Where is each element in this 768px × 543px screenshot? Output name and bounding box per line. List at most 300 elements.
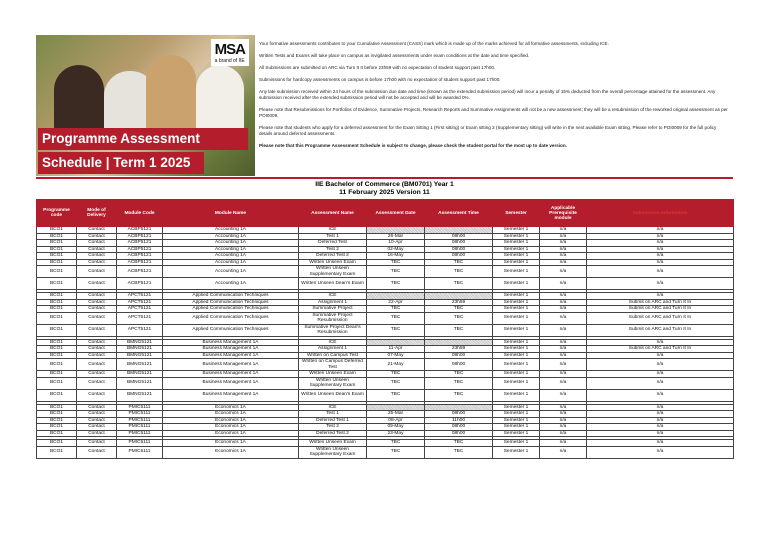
table-cell: Contact	[77, 266, 117, 278]
table-cell: Summative Project	[299, 306, 367, 313]
table-cell: n/a	[540, 278, 587, 290]
table-cell: PMIC5111	[117, 440, 163, 447]
table-cell: Economics 1A	[163, 411, 299, 418]
table-cell: Semester 1	[493, 430, 540, 437]
table-cell: Contact	[77, 240, 117, 247]
table-cell: TBC	[425, 377, 493, 389]
table-cell: n/a	[587, 240, 734, 247]
table-cell: APCT5121	[117, 312, 163, 324]
table-cell: 10-Apr	[367, 240, 425, 247]
table-cell: 21-May	[367, 359, 425, 371]
table-cell: Semester 1	[493, 266, 540, 278]
table-cell: Contact	[77, 233, 117, 240]
table-row	[37, 312, 734, 324]
table-cell: Submit on ARC and Turn It In	[587, 306, 734, 313]
table-cell: 08h00	[425, 359, 493, 371]
table-cell: TBC	[425, 440, 493, 447]
table-cell: Semester 1	[493, 417, 540, 424]
table-cell: TBC	[367, 324, 425, 336]
table-cell: ACBP5121	[117, 246, 163, 253]
schedule-table	[36, 199, 734, 459]
table-cell: ICE	[299, 339, 367, 346]
table-cell: TBC	[425, 259, 493, 266]
table-cell: APCT5121	[117, 299, 163, 306]
table-cell: 08h00	[425, 411, 493, 418]
table-cell: n/a	[540, 227, 587, 234]
table-cell: BCO1	[37, 233, 77, 240]
table-row	[37, 389, 734, 401]
table-cell: ACBP5121	[117, 240, 163, 247]
table-cell: Economics 1A	[163, 404, 299, 411]
table-cell: Applied Communication Techniques	[163, 324, 299, 336]
table-cell: BCO1	[37, 446, 77, 458]
table-cell: PMIC5111	[117, 411, 163, 418]
table-cell: Contact	[77, 324, 117, 336]
table-cell: BCO1	[37, 246, 77, 253]
note: Please note that Resubmissions for Portfolios of Evidence, Summative Projects, Research Reports and Summative Assignments will not be a new assessment; they will be a resubmission of the reworked original assessment as per POI0009.	[259, 107, 728, 118]
table-cell: APCT5121	[117, 306, 163, 313]
table-cell: Deferred Test	[299, 240, 367, 247]
table-cell: TBC	[367, 266, 425, 278]
table-cell: n/a	[540, 259, 587, 266]
header-banner	[36, 35, 255, 176]
table-cell: PMIC5111	[117, 417, 163, 424]
table-cell: Semester 1	[493, 389, 540, 401]
column-header: Submission Information	[587, 200, 734, 227]
table-cell: Applied Communication Techniques	[163, 306, 299, 313]
table-cell: n/a	[587, 293, 734, 300]
table-cell: ACBP5121	[117, 253, 163, 260]
table-cell: Business Management 1A	[163, 371, 299, 378]
table-cell: Semester 1	[493, 411, 540, 418]
table-cell: BCO1	[37, 339, 77, 346]
table-cell: Deferred Test 1	[299, 417, 367, 424]
table-cell: ACBP5121	[117, 259, 163, 266]
column-header: Applicable Prerequisite module	[540, 200, 587, 227]
table-cell: BMNG5121	[117, 389, 163, 401]
table-cell: Written Unseen Supplementary Exam	[299, 446, 367, 458]
table-cell: APCT5121	[117, 324, 163, 336]
table-cell: BMNG5121	[117, 377, 163, 389]
table-cell: PMIC5111	[117, 404, 163, 411]
table-cell: n/a	[587, 278, 734, 290]
table-cell: n/a	[540, 246, 587, 253]
table-cell: BCO1	[37, 424, 77, 431]
table-cell: BMNG5121	[117, 359, 163, 371]
table-cell: n/a	[587, 377, 734, 389]
table-row	[37, 278, 734, 290]
table-cell: TBC	[367, 377, 425, 389]
table-cell: Business Management 1A	[163, 359, 299, 371]
table-cell: Contact	[77, 259, 117, 266]
divider	[36, 177, 733, 179]
table-cell: n/a	[587, 233, 734, 240]
column-header: Assessment Date	[367, 200, 425, 227]
table-cell: BCO1	[37, 324, 77, 336]
table-cell: Submit on ARC and Turn It In	[587, 324, 734, 336]
table-cell: BCO1	[37, 293, 77, 300]
table-cell: n/a	[540, 371, 587, 378]
table-row	[37, 324, 734, 336]
table-cell: BCO1	[37, 299, 77, 306]
table-cell: Business Management 1A	[163, 389, 299, 401]
table-cell: Economics 1A	[163, 446, 299, 458]
table-cell: n/a	[540, 417, 587, 424]
table-cell: n/a	[540, 293, 587, 300]
table-row	[37, 446, 734, 458]
table-cell: n/a	[587, 389, 734, 401]
table-cell: Contact	[77, 278, 117, 290]
table-cell: TBC	[367, 259, 425, 266]
table-cell: Semester 1	[493, 440, 540, 447]
table-cell: n/a	[587, 404, 734, 411]
table-cell: Submit on ARC and Turn It In	[587, 312, 734, 324]
table-cell: 09-May	[367, 424, 425, 431]
table-cell: TBC	[367, 440, 425, 447]
table-cell: Test 2	[299, 246, 367, 253]
table-cell: Applied Communication Techniques	[163, 312, 299, 324]
table-cell: 07-May	[367, 352, 425, 359]
note: Your formative assessments contributes to your Cumulative Assessment (CASS) mark which is made up of the marks achieved for all formative assessments, including ICE.	[259, 41, 609, 46]
table-cell: 25-Mar	[367, 411, 425, 418]
table-cell: n/a	[540, 389, 587, 401]
table-cell: Contact	[77, 227, 117, 234]
table-cell: n/a	[540, 430, 587, 437]
table-cell: n/a	[540, 411, 587, 418]
table-cell: BCO1	[37, 411, 77, 418]
table-cell: TBC	[425, 306, 493, 313]
table-cell: TBC	[425, 312, 493, 324]
table-cell: Semester 1	[493, 324, 540, 336]
table-cell: Applied Communication Techniques	[163, 293, 299, 300]
column-header: Mode of Delivery	[77, 200, 117, 227]
table-header-row	[37, 200, 734, 227]
column-header: Semester	[493, 200, 540, 227]
table-cell: n/a	[587, 430, 734, 437]
table-cell: ICE	[299, 227, 367, 234]
table-cell: TBC	[425, 371, 493, 378]
table-cell: n/a	[540, 306, 587, 313]
table-cell: 23h59	[425, 299, 493, 306]
table-cell: PMIC5111	[117, 430, 163, 437]
column-header: Programme code	[37, 200, 77, 227]
note: Submissions for hardcopy assessments on campus is before 17h00 with no expectation of student support past 17h00.	[259, 77, 501, 82]
table-cell: Accounting 1A	[163, 246, 299, 253]
table-cell: Semester 1	[493, 446, 540, 458]
column-header: Assessment Name	[299, 200, 367, 227]
table-cell: BCO1	[37, 346, 77, 353]
table-cell: 08h00	[425, 352, 493, 359]
table-cell: Written on Campus Deferred Test	[299, 359, 367, 371]
table-cell: Assignment 1	[299, 299, 367, 306]
table-cell: n/a	[540, 446, 587, 458]
table-cell: Contact	[77, 440, 117, 447]
note: Please note that students who apply for a deferred assessment for the Exam Sitting 1 (First sitting) or Exam sitting 2 (Supplementary sitting) will write in the next available Exam sitting. Please refer to POI0009 for the full policy details around deferred assessments.	[259, 125, 717, 136]
table-cell: Written Unseen Supplementary Exam	[299, 266, 367, 278]
table-cell: Semester 1	[493, 312, 540, 324]
table-cell: n/a	[540, 233, 587, 240]
table-cell: Test 1	[299, 411, 367, 418]
table-cell: Summative Project Dean's Resubmission	[299, 324, 367, 336]
table-cell: n/a	[540, 253, 587, 260]
table-cell: Contact	[77, 312, 117, 324]
table-cell: Contact	[77, 293, 117, 300]
table-cell: 08h00	[425, 424, 493, 431]
table-cell: TBC	[367, 312, 425, 324]
table-cell: Accounting 1A	[163, 233, 299, 240]
table-cell: n/a	[540, 424, 587, 431]
table-cell: TBC	[425, 278, 493, 290]
table-cell: TBC	[425, 324, 493, 336]
table-cell: Submit on ARC and Turn It In	[587, 299, 734, 306]
table-cell: n/a	[540, 339, 587, 346]
table-cell: TBC	[425, 389, 493, 401]
table-cell: Semester 1	[493, 253, 540, 260]
note-bold: Please note that this Programme Assessment Schedule is subject to change, please check the student portal for the most up to date version.	[259, 143, 567, 148]
table-cell: Contact	[77, 417, 117, 424]
table-cell: Semester 1	[493, 359, 540, 371]
table-cell: TBC	[367, 446, 425, 458]
table-cell: 02-May	[367, 246, 425, 253]
table-cell: BCO1	[37, 440, 77, 447]
table-cell: ACBP5121	[117, 227, 163, 234]
table-cell: Semester 1	[493, 377, 540, 389]
note: Written Tests and Exams will take place on campus as invigilated assessments under exam conditions at the date and time specified.	[259, 53, 530, 58]
table-cell: Contact	[77, 404, 117, 411]
table-cell: 08h00	[425, 240, 493, 247]
table-cell: n/a	[540, 440, 587, 447]
table-cell: Semester 1	[493, 299, 540, 306]
table-cell: n/a	[587, 259, 734, 266]
table-body	[37, 227, 734, 459]
table-cell: 08h00	[425, 233, 493, 240]
table-cell: Semester 1	[493, 227, 540, 234]
table-cell: Written on Campus Test	[299, 352, 367, 359]
table-cell: n/a	[540, 359, 587, 371]
table-cell: ICE	[299, 404, 367, 411]
table-cell: Deferred Test 2	[299, 253, 367, 260]
table-cell: n/a	[587, 246, 734, 253]
table-cell: Contact	[77, 246, 117, 253]
table-row	[37, 266, 734, 278]
table-cell: 16-May	[367, 253, 425, 260]
table-cell: n/a	[540, 299, 587, 306]
table-cell: Contact	[77, 424, 117, 431]
table-cell: ACBP5121	[117, 233, 163, 240]
table-cell: Contact	[77, 306, 117, 313]
table-cell: 23-May	[367, 430, 425, 437]
table-cell: n/a	[587, 339, 734, 346]
table-cell: n/a	[587, 352, 734, 359]
table-cell: Contact	[77, 430, 117, 437]
table-cell: Contact	[77, 389, 117, 401]
table-cell: TBC	[367, 306, 425, 313]
title-line1: IIE Bachelor of Commerce (BM0701) Year 1	[315, 181, 454, 188]
table-cell: 26-Mar	[367, 233, 425, 240]
note: Any late submission received within 24 hours of the submission due date and time (known as the extended submission period) will incur a penalty of 15% deducted from the overall percentage attained for the assessment. Any submission received after the extended submission period will not be accepted and will be awarded 0%.	[259, 89, 716, 100]
table-cell: Semester 1	[493, 424, 540, 431]
table-cell: BCO1	[37, 312, 77, 324]
table-cell: n/a	[587, 440, 734, 447]
table-cell: Written Unseen Exam	[299, 259, 367, 266]
table-cell: Assignment 1	[299, 346, 367, 353]
title-line2: 11 February 2025 Version 11	[339, 189, 430, 196]
table-cell: n/a	[540, 266, 587, 278]
table-cell: BCO1	[37, 389, 77, 401]
table-cell: Contact	[77, 339, 117, 346]
table-cell: PMIC5111	[117, 446, 163, 458]
msa-logo: MSA a brand of IIE	[211, 39, 249, 66]
table-cell: BCO1	[37, 417, 77, 424]
table-cell: Semester 1	[493, 306, 540, 313]
table-cell: n/a	[587, 411, 734, 418]
table-cell: Semester 1	[493, 404, 540, 411]
table-cell: BMNG5121	[117, 371, 163, 378]
table-cell: 22-Apr	[367, 299, 425, 306]
table-cell: 11h00	[425, 417, 493, 424]
table-cell: BCO1	[37, 371, 77, 378]
table-cell: Semester 1	[493, 240, 540, 247]
table-cell: n/a	[540, 404, 587, 411]
column-header: Module Code	[117, 200, 163, 227]
table-cell: ACBP5121	[117, 278, 163, 290]
table-cell: BCO1	[37, 377, 77, 389]
table-row	[37, 377, 734, 389]
table-cell: BCO1	[37, 259, 77, 266]
table-cell: Written Unseen Dean's Exam	[299, 389, 367, 401]
table-cell: Contact	[77, 346, 117, 353]
schedule-title	[36, 181, 733, 197]
table-cell: Business Management 1A	[163, 352, 299, 359]
note: All Submissions are submitted on ARC via Turn It It before 23h59 with no expectation of student support past 17h00.	[259, 65, 496, 70]
table-cell: BCO1	[37, 278, 77, 290]
table-cell: Economics 1A	[163, 430, 299, 437]
table-cell: Contact	[77, 253, 117, 260]
table-cell: n/a	[540, 377, 587, 389]
table-cell: BCO1	[37, 266, 77, 278]
table-cell: Written Unseen Dean's Exam	[299, 278, 367, 290]
table-cell: BCO1	[37, 359, 77, 371]
table-cell: Business Management 1A	[163, 346, 299, 353]
column-header: Module Name	[163, 200, 299, 227]
table-cell: TBC	[367, 278, 425, 290]
table-cell: n/a	[540, 324, 587, 336]
table-cell: APCT5121	[117, 293, 163, 300]
table-cell: Semester 1	[493, 352, 540, 359]
table-cell: 08h00	[425, 430, 493, 437]
table-cell: BCO1	[37, 430, 77, 437]
banner-title-line1: Programme Assessment	[38, 128, 248, 150]
table-cell: Contact	[77, 446, 117, 458]
table-cell: Contact	[77, 377, 117, 389]
schedule-sheet	[36, 35, 733, 512]
notes-panel	[259, 41, 729, 155]
table-cell: TBC	[367, 389, 425, 401]
table-cell: ACBP5121	[117, 266, 163, 278]
table-cell: n/a	[587, 424, 734, 431]
table-cell: ICE	[299, 293, 367, 300]
table-cell: Deferred Test 2	[299, 430, 367, 437]
table-cell: n/a	[587, 371, 734, 378]
table-cell: TBC	[367, 371, 425, 378]
table-cell: Semester 1	[493, 233, 540, 240]
table-cell: n/a	[587, 446, 734, 458]
table-cell: Accounting 1A	[163, 227, 299, 234]
table-cell: n/a	[540, 312, 587, 324]
table-row	[37, 359, 734, 371]
table-cell: Semester 1	[493, 246, 540, 253]
table-cell: BCO1	[37, 352, 77, 359]
table-cell: TBC	[425, 446, 493, 458]
table-cell: Economics 1A	[163, 440, 299, 447]
table-cell: 08h00	[425, 246, 493, 253]
table-cell: 11-Apr	[367, 346, 425, 353]
column-header: Assessment Time	[425, 200, 493, 227]
table-cell: Test 1	[299, 233, 367, 240]
table-cell: n/a	[587, 227, 734, 234]
table-cell: Semester 1	[493, 259, 540, 266]
table-cell: BCO1	[37, 240, 77, 247]
table-cell: PMIC5111	[117, 424, 163, 431]
table-cell: 08h00	[425, 253, 493, 260]
table-cell: Contact	[77, 411, 117, 418]
table-cell: n/a	[540, 240, 587, 247]
table-cell: BCO1	[37, 253, 77, 260]
table-cell: Semester 1	[493, 371, 540, 378]
table-cell: 08-Apr	[367, 417, 425, 424]
table-cell: Written Unseen Supplementary Exam	[299, 377, 367, 389]
table-cell: BMNG5121	[117, 346, 163, 353]
table-cell: Submit on ARC and Turn It In	[587, 346, 734, 353]
table-cell: n/a	[540, 346, 587, 353]
table-cell: Business Management 1A	[163, 377, 299, 389]
table-cell: n/a	[540, 352, 587, 359]
table-cell: Contact	[77, 299, 117, 306]
table-cell: Accounting 1A	[163, 278, 299, 290]
table-cell: BMNG5121	[117, 339, 163, 346]
table-cell: n/a	[587, 266, 734, 278]
table-cell: Accounting 1A	[163, 240, 299, 247]
table-cell: Semester 1	[493, 339, 540, 346]
table-cell: Contact	[77, 371, 117, 378]
table-cell: Applied Communication Techniques	[163, 299, 299, 306]
table-cell: Accounting 1A	[163, 266, 299, 278]
table-cell: Semester 1	[493, 278, 540, 290]
table-cell: Semester 1	[493, 293, 540, 300]
table-cell: 23h59	[425, 346, 493, 353]
table-cell: BCO1	[37, 227, 77, 234]
table-cell: Contact	[77, 352, 117, 359]
table-cell: Semester 1	[493, 346, 540, 353]
table-cell: Contact	[77, 359, 117, 371]
table-cell: BCO1	[37, 404, 77, 411]
table-cell: Economics 1A	[163, 417, 299, 424]
table-cell: Business Management 1A	[163, 339, 299, 346]
table-cell: n/a	[587, 253, 734, 260]
table-cell: BCO1	[37, 306, 77, 313]
table-cell: Summative Project Resubmission	[299, 312, 367, 324]
table-cell: TBC	[425, 266, 493, 278]
table-cell: Economics 1A	[163, 424, 299, 431]
table-cell: n/a	[587, 417, 734, 424]
table-cell: Written Unseen Exam	[299, 440, 367, 447]
table-cell: Written Unseen Exam	[299, 371, 367, 378]
table-cell: Test 2	[299, 424, 367, 431]
table-cell: n/a	[587, 359, 734, 371]
table-cell: Accounting 1A	[163, 253, 299, 260]
table-cell: BMNG5121	[117, 352, 163, 359]
banner-title-line2: Schedule | Term 1 2025	[38, 152, 204, 174]
